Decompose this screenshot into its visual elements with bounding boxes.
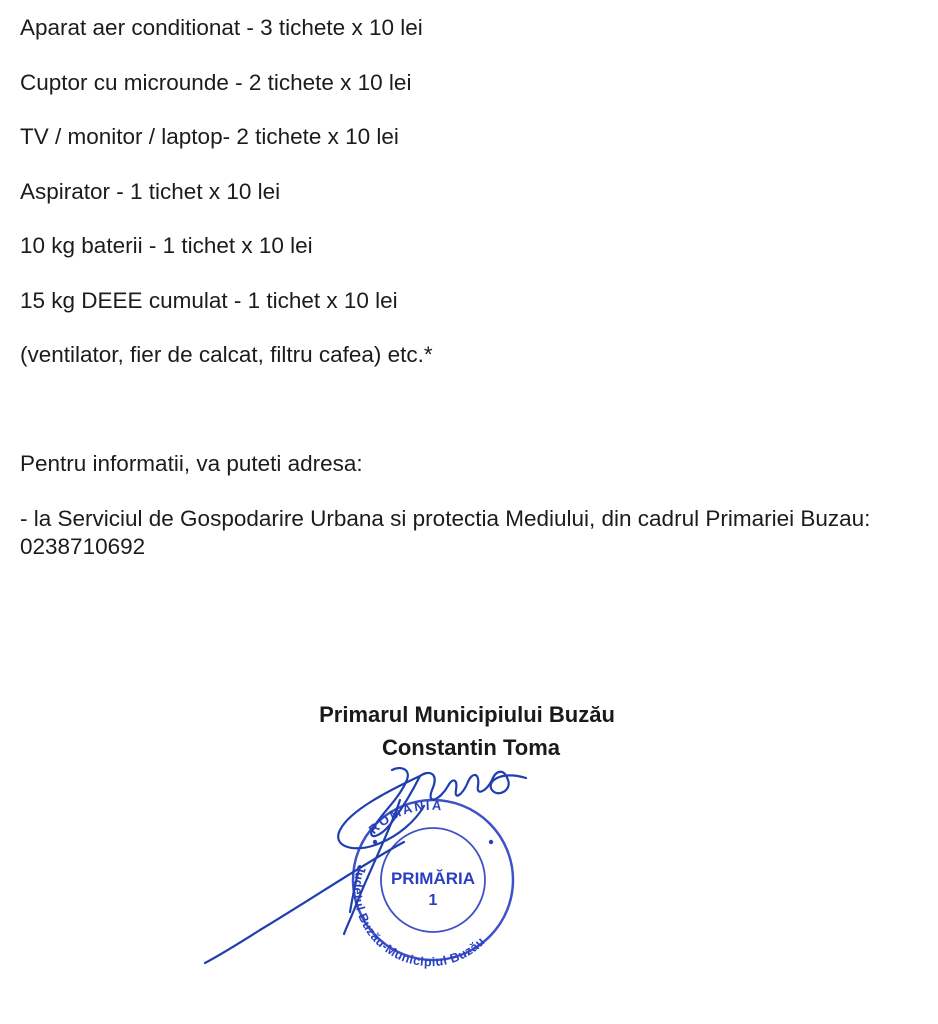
item-tv-monitor-laptop: TV / monitor / laptop- 2 tichete x 10 lei — [20, 124, 399, 149]
item-vacuum: Aspirator - 1 tichet x 10 lei — [20, 179, 281, 204]
item-deee: 15 kg DEEE cumulat - 1 tichet x 10 lei — [20, 288, 398, 313]
stamp-ring-text: Judetul Buzău-Municipiul Buzău — [350, 863, 488, 970]
signatory-title: Primarul Municipiului Buzău — [319, 702, 615, 727]
signatory-name: Constantin Toma — [381, 735, 561, 760]
item-air-conditioner: Aparat aer conditionat - 3 tichete x 10 lei — [20, 15, 423, 40]
item-microwave: Cuptor cu microunde - 2 tichete x 10 lei — [20, 70, 412, 95]
info-heading: Pentru informatii, va puteti adresa: — [20, 451, 363, 476]
stamp-top-text: ROMANIA — [365, 797, 444, 837]
stamp-center-text: PRIMĂRIA — [390, 869, 476, 888]
item-examples-note: (ventilator, fier de calcat, filtru cafea) etc.* — [20, 342, 433, 367]
item-batteries: 10 kg baterii - 1 tichet x 10 lei — [20, 233, 313, 258]
info-contact: - la Serviciul de Gospodarire Urbana si protectia Mediului, din cadrul Primariei Buzau: 0238710692 — [20, 506, 871, 559]
stamp-number: 1 — [428, 892, 438, 909]
